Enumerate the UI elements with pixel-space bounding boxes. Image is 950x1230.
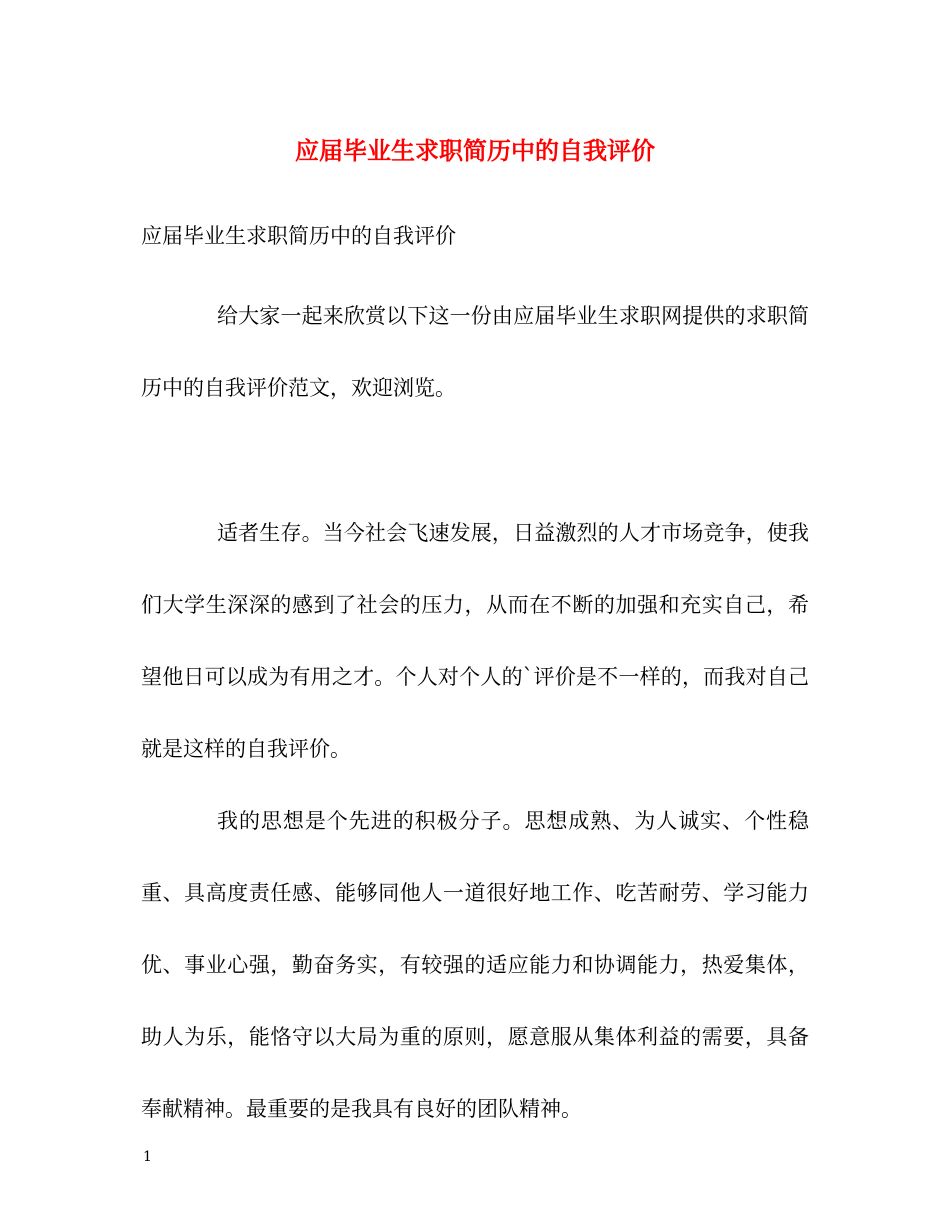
paragraph-intro: 给大家一起来欣赏以下这一份由应届毕业生求职网提供的求职简历中的自我评价范文，欢迎浏览。 [141, 304, 809, 400]
paragraph-self-evaluation: 我的思想是个先进的积极分子。思想成熟、为人诚实、个性稳重、具高度责任感、能够同他人一道很好地工作、吃苦耐劳、学习能力优、事业心强，勤奋务实，有较强的适应能力和协调能力，热爱集体，助人为乐，能恪守以大局为重的原则，愿意服从集体利益的需要，具备奉献精神。最重要的是我具有良好的团队精神。 [141, 809, 809, 1121]
page-number: 1 [143, 1149, 152, 1165]
paragraph-survival: 适者生存。当今社会飞速发展，日益激烈的人才市场竞争，使我们大学生深深的感到了社会的压力，从而在不断的加强和充实自己，希望他日可以成为有用之才。个人对个人的`评价是不一样的，而我对自己就是这样的自我评价。 [141, 521, 809, 761]
document-subtitle: 应届毕业生求职简历中的自我评价 [141, 224, 456, 248]
document-title: 应届毕业生求职简历中的自我评价 [295, 136, 655, 165]
